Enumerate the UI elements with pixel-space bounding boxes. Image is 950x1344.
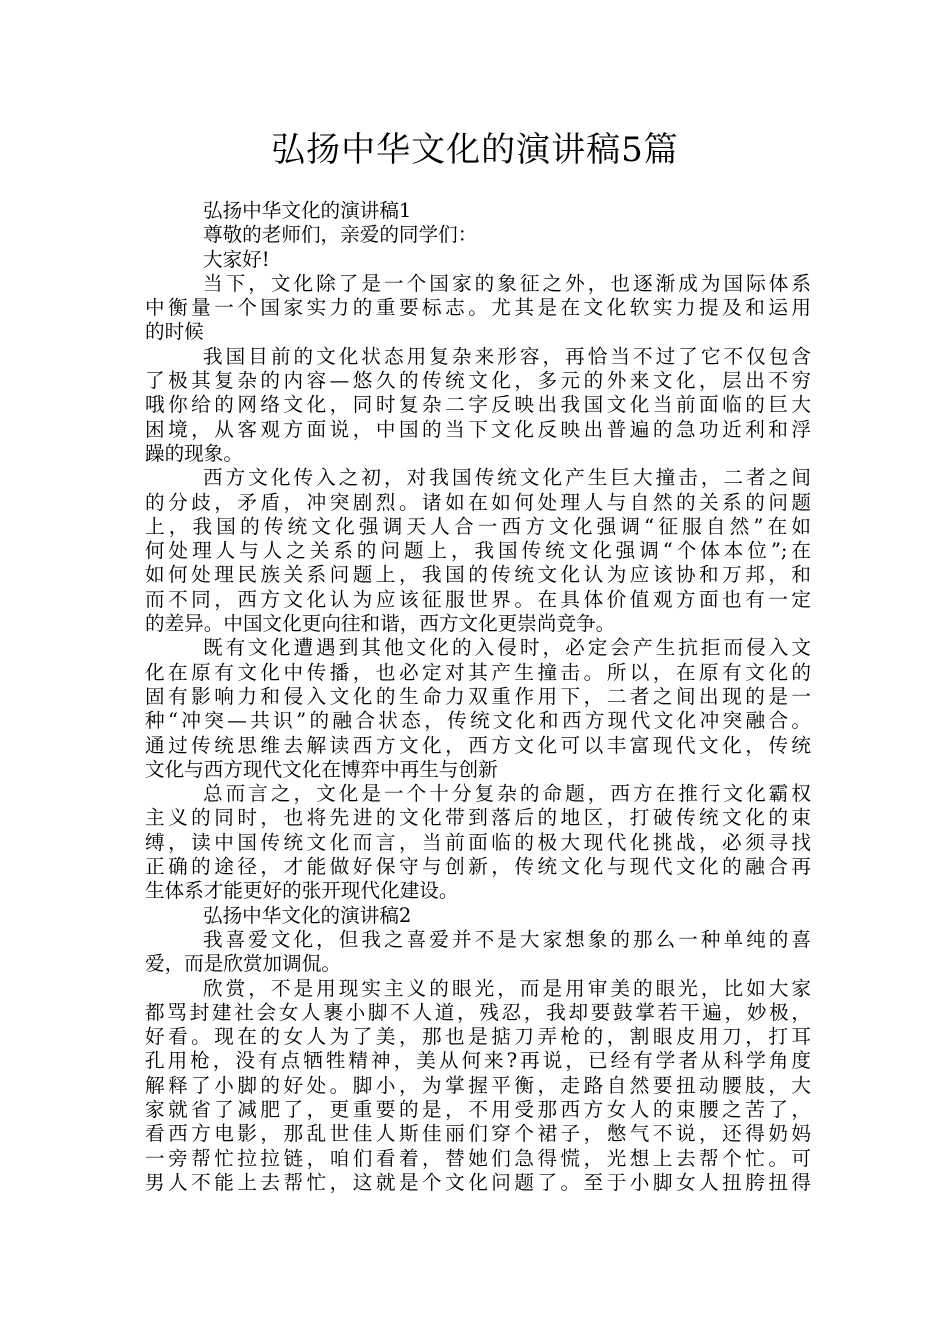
text-line: 总而言之，文化是一个十分复杂的命题，西方在推行文化霸权 xyxy=(203,782,811,806)
text-line: 文化与西方现代文化在博弈中再生与创新 xyxy=(145,757,498,781)
text-line: 何处理人与人之关系的问题上，我国传统文化强调“个体本位”;在 xyxy=(145,539,811,563)
text-line: 西方文化传入之初，对我国传统文化产生巨大撞击，二者之间 xyxy=(203,466,811,490)
text-line: 我喜爱文化，但我之喜爱并不是大家想象的那么一种单纯的喜 xyxy=(203,927,811,951)
text-line: 困境，从客观方面说，中国的当下文化反映出普遍的急功近利和浮 xyxy=(145,417,811,441)
text-line: 主义的同时，也将先进的文化带到落后的地区，打破传统文化的束 xyxy=(145,806,811,830)
text-line: 的分歧，矛盾，冲突剧烈。诸如在如何处理人与自然的关系的问题 xyxy=(145,490,811,514)
text-line: 的差异。中国文化更向往和谐，西方文化更崇尚竞争。 xyxy=(145,612,616,636)
text-line: 正确的途径，才能做好保守与创新，传统文化与现代文化的融合再 xyxy=(145,855,811,879)
document-body xyxy=(145,199,811,1195)
text-line: 解释了小脚的好处。脚小，为掌握平衡，走路自然要扭动腰肢，大 xyxy=(145,1073,811,1097)
text-line: 当下，文化除了是一个国家的象征之外，也逐渐成为国际体系 xyxy=(203,271,811,295)
text-line: 而不同，西方文化认为应该征服世界。在具体价值观方面也有一定 xyxy=(145,587,811,611)
document-title: 弘扬中华文化的演讲稿5篇 xyxy=(271,130,679,170)
text-line: 缚，读中国传统文化而言，当前面临的极大现代化挑战，必须寻找 xyxy=(145,830,811,854)
text-line: 大家好! xyxy=(203,247,270,271)
text-line: 家就省了减肥了，更重要的是，不用受那西方女人的束腰之苦了， xyxy=(145,1097,811,1121)
text-line: 生体系才能更好的张开现代化建设。 xyxy=(145,879,459,903)
text-line: 如何处理民族关系问题上，我国的传统文化认为应该协和万邦，和 xyxy=(145,563,811,587)
text-line: 一旁帮忙拉拉链，咱们看着，替她们急得慌，光想上去帮个忙。可 xyxy=(145,1146,811,1170)
text-line: 哦你给的网络文化，同时复杂二字反映出我国文化当前面临的巨大 xyxy=(145,393,811,417)
text-line: 躁的现象。 xyxy=(145,441,243,465)
text-line: 的时候 xyxy=(145,320,204,344)
text-line: 欣赏，不是用现实主义的眼光，而是用审美的眼光，比如大家 xyxy=(203,976,811,1000)
text-line: 既有文化遭遇到其他文化的入侵时，必定会产生抗拒而侵入文 xyxy=(203,636,811,660)
text-line: 尊敬的老师们，亲爱的同学们： xyxy=(203,223,478,247)
text-line: 了极其复杂的内容—悠久的传统文化，多元的外来文化，层出不穷 xyxy=(145,369,811,393)
text-line: 看西方电影，那乱世佳人斯佳丽们穿个裙子，憋气不说，还得奶妈 xyxy=(145,1122,811,1146)
text-line: 化在原有文化中传播，也必定对其产生撞击。所以，在原有文化的 xyxy=(145,660,811,684)
text-line: 上，我国的传统文化强调天人合一西方文化强调“征服自然”在如 xyxy=(145,514,811,538)
text-line: 孔用枪，没有点牺牲精神，美从何来?再说，已经有学者从科学角度 xyxy=(145,1049,811,1073)
text-line: 男人不能上去帮忙，这就是个文化问题了。至于小脚女人扭胯扭得 xyxy=(145,1170,811,1194)
text-line: 固有影响力和侵入文化的生命力双重作用下，二者之间出现的是一 xyxy=(145,684,811,708)
text-line: 都骂封建社会女人裹小脚不人道，残忍，我却要鼓掌若干遍，妙极， xyxy=(145,1000,811,1024)
text-line: 弘扬中华文化的演讲稿2 xyxy=(203,903,412,927)
text-line: 弘扬中华文化的演讲稿1 xyxy=(203,199,412,222)
text-line: 我国目前的文化状态用复杂来形容，再恰当不过了它不仅包含 xyxy=(203,344,811,368)
text-line: 种“冲突—共识”的融合状态，传统文化和西方现代文化冲突融合。 xyxy=(145,709,811,733)
text-line: 中衡量一个国家实力的重要标志。尤其是在文化软实力提及和运用 xyxy=(145,296,811,320)
text-line: 通过传统思维去解读西方文化，西方文化可以丰富现代文化，传统 xyxy=(145,733,811,757)
text-line: 爱，而是欣赏加调侃。 xyxy=(145,952,341,976)
text-line: 好看。现在的女人为了美，那也是掂刀弄枪的，割眼皮用刀，打耳 xyxy=(145,1025,811,1049)
